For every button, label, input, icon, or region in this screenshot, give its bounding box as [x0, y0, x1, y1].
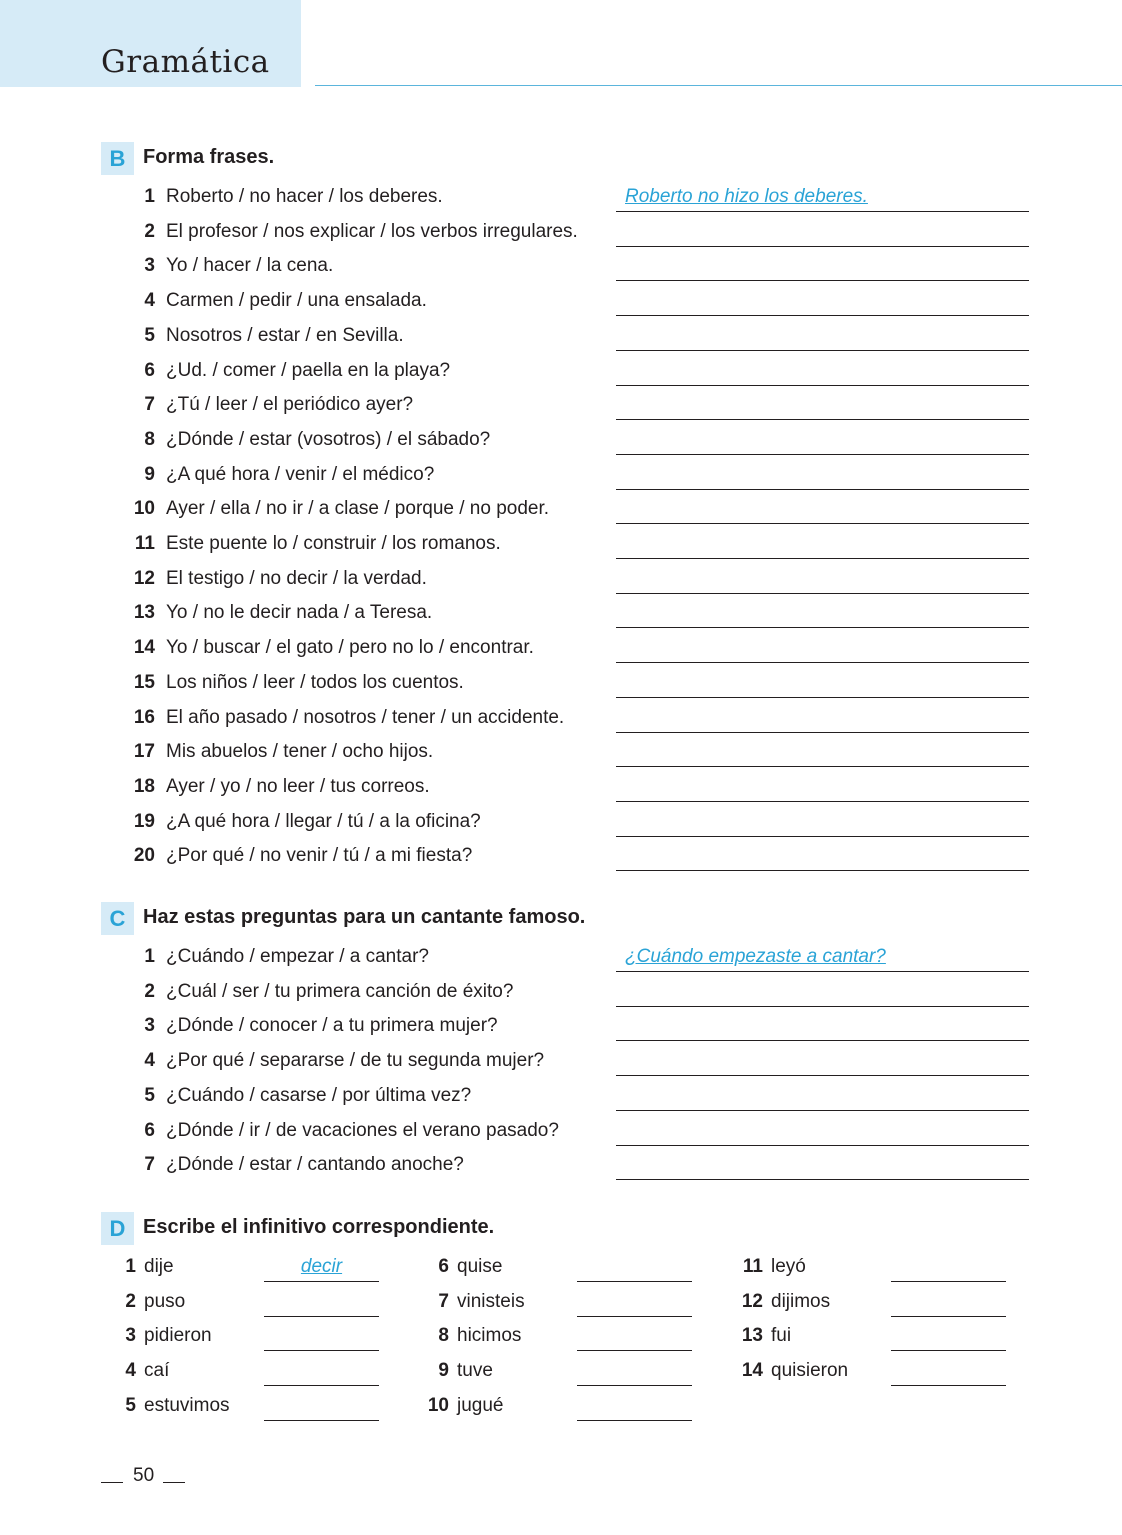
item-number: 1 — [125, 1256, 136, 1277]
item-number: 11 — [134, 533, 155, 554]
item-prompt: El testigo / no decir / la verdad. — [166, 567, 427, 589]
item-number: 9 — [144, 463, 155, 485]
infinitive-item — [728, 1321, 1028, 1355]
item-number: 6 — [438, 1256, 449, 1277]
item-number: 8 — [144, 428, 155, 450]
page-footer — [101, 1465, 301, 1489]
item-word: hicimos — [457, 1325, 522, 1347]
answer-field[interactable] — [616, 637, 1029, 663]
item-number: 5 — [125, 1394, 136, 1416]
item-prompt: Este puente lo / construir / los romanos. — [166, 533, 501, 554]
item-number: 1 — [144, 186, 155, 207]
answer-field[interactable] — [616, 186, 1029, 212]
item-prompt: Yo / buscar / el gato / pero no lo / encontrar. — [166, 637, 534, 659]
item-number: 14 — [133, 637, 155, 659]
item-prompt: ¿Por qué / no venir / tú / a mi fiesta? — [166, 845, 473, 867]
item-prompt: Ayer / ella / no ir / a clase / porque / no poder. — [166, 498, 550, 520]
answer-field[interactable] — [616, 707, 1029, 733]
answer-field[interactable] — [616, 221, 1029, 247]
infinitive-item — [101, 1287, 401, 1321]
exercise-row — [0, 1011, 1122, 1045]
infinitive-item — [414, 1391, 714, 1425]
answer-field[interactable] — [616, 360, 1029, 386]
section-d-header — [0, 1212, 1122, 1248]
answer-field[interactable] — [616, 429, 1029, 455]
answer-field[interactable] — [616, 1154, 1029, 1180]
item-prompt: El año pasado / nosotros / tener / un accidente. — [166, 706, 565, 728]
infinitive-item — [728, 1252, 1028, 1286]
section-letter: C — [101, 902, 134, 935]
item-number: 2 — [125, 1290, 136, 1312]
item-number: 2 — [144, 980, 155, 1002]
section-title: Forma frases. — [143, 146, 275, 168]
exercise-row — [0, 598, 1122, 632]
item-word: dijimos — [771, 1290, 831, 1312]
exercise-row — [0, 942, 1122, 976]
infinitive-item — [101, 1252, 401, 1286]
answer-field[interactable] — [616, 1015, 1029, 1041]
exercise-row — [0, 182, 1122, 216]
answer-field[interactable] — [577, 1291, 692, 1317]
exercise-row — [0, 494, 1122, 528]
exercise-row — [0, 390, 1122, 424]
answer-field[interactable] — [616, 568, 1029, 594]
item-word: dije — [144, 1256, 174, 1277]
item-word: caí — [144, 1360, 170, 1382]
answer-field[interactable] — [616, 255, 1029, 281]
item-number: 17 — [133, 741, 155, 763]
exercise-row — [0, 460, 1122, 494]
answer-field[interactable] — [264, 1325, 379, 1351]
exercise-row — [0, 841, 1122, 875]
exercise-row — [0, 286, 1122, 320]
item-prompt: ¿Ud. / comer / paella en la playa? — [166, 359, 451, 381]
infinitive-item — [728, 1356, 1028, 1390]
item-prompt: ¿Dónde / conocer / a tu primera mujer? — [166, 1015, 498, 1037]
exercise-row — [0, 564, 1122, 598]
infinitive-item — [414, 1287, 714, 1321]
item-word: leyó — [771, 1256, 806, 1277]
item-number: 12 — [133, 567, 155, 589]
item-number: 14 — [741, 1360, 763, 1382]
header-rule — [315, 85, 1122, 86]
answer-field[interactable] — [264, 1395, 379, 1421]
item-number: 1 — [144, 946, 155, 967]
item-prompt: ¿Dónde / ir / de vacaciones el verano pasado? — [166, 1119, 559, 1141]
item-word: puso — [144, 1290, 186, 1312]
item-prompt: Los niños / leer / todos los cuentos. — [166, 671, 464, 693]
infinitive-item — [414, 1252, 714, 1286]
answer-text: decir — [300, 1256, 343, 1277]
item-number: 15 — [133, 671, 155, 693]
item-number: 11 — [742, 1256, 763, 1277]
answer-field[interactable] — [616, 1050, 1029, 1076]
exercise-row — [0, 1081, 1122, 1115]
item-prompt: Ayer / yo / no leer / tus correos. — [166, 775, 430, 797]
infinitive-item — [101, 1321, 401, 1355]
exercise-row — [0, 1150, 1122, 1184]
answer-field[interactable] — [616, 1120, 1029, 1146]
answer-field[interactable] — [891, 1256, 1006, 1282]
item-number: 4 — [144, 290, 155, 312]
answer-field[interactable] — [616, 811, 1029, 837]
exercise-row — [0, 529, 1122, 563]
item-word: estuvimos — [144, 1394, 230, 1416]
item-prompt: Roberto / no hacer / los deberes. — [166, 186, 443, 207]
answer-field[interactable] — [616, 946, 1029, 972]
item-word: tuve — [457, 1360, 493, 1382]
answer-field[interactable] — [891, 1291, 1006, 1317]
answer-field[interactable] — [264, 1360, 379, 1386]
item-number: 12 — [741, 1290, 763, 1312]
item-number: 10 — [133, 498, 155, 520]
item-prompt: ¿A qué hora / llegar / tú / a la oficina? — [166, 810, 481, 832]
page-number: 50 — [133, 1465, 155, 1486]
answer-field[interactable] — [616, 741, 1029, 767]
page-title: Gramática — [101, 44, 270, 80]
item-word: vinisteis — [457, 1290, 525, 1312]
exercise-row — [0, 737, 1122, 771]
footer-rule-right — [163, 1482, 185, 1483]
exercise-row — [0, 251, 1122, 285]
item-number: 7 — [438, 1290, 449, 1312]
item-number: 8 — [438, 1325, 449, 1347]
infinitive-item — [101, 1356, 401, 1390]
infinitive-item — [414, 1321, 714, 1355]
exercise-row — [0, 977, 1122, 1011]
answer-field[interactable] — [616, 464, 1029, 490]
exercise-row — [0, 1116, 1122, 1150]
exercise-row — [0, 1046, 1122, 1080]
section-title: Haz estas preguntas para un cantante famoso. — [143, 906, 586, 928]
item-number: 5 — [144, 324, 155, 346]
item-number: 3 — [144, 255, 155, 277]
section-c-header — [0, 902, 1122, 938]
exercise-row — [0, 425, 1122, 459]
item-word: quise — [457, 1256, 503, 1277]
answer-text: Roberto no hizo los deberes. — [625, 186, 868, 207]
item-prompt: El profesor / nos explicar / los verbos irregulares. — [166, 220, 578, 242]
answer-field[interactable] — [577, 1256, 692, 1282]
infinitive-item — [414, 1356, 714, 1390]
answer-field[interactable] — [616, 325, 1029, 351]
item-prompt: ¿Cuál / ser / tu primera canción de éxito? — [166, 980, 514, 1002]
item-word: pidieron — [144, 1325, 212, 1347]
item-number: 13 — [133, 602, 155, 624]
item-prompt: ¿Por qué / separarse / de tu segunda mujer? — [166, 1050, 545, 1072]
section-letter: D — [101, 1212, 134, 1245]
infinitive-item — [728, 1287, 1028, 1321]
item-word: fui — [771, 1325, 792, 1347]
answer-field[interactable] — [616, 290, 1029, 316]
item-prompt: Nosotros / estar / en Sevilla. — [166, 324, 404, 346]
exercise-row — [0, 217, 1122, 251]
exercise-row — [0, 772, 1122, 806]
item-prompt: Yo / hacer / la cena. — [166, 255, 334, 277]
item-number: 13 — [741, 1325, 763, 1347]
section-title: Escribe el infinitivo correspondiente. — [143, 1216, 495, 1238]
item-number: 7 — [144, 394, 155, 416]
answer-field[interactable] — [264, 1256, 379, 1282]
exercise-row — [0, 807, 1122, 841]
item-number: 5 — [144, 1084, 155, 1106]
item-word: jugué — [457, 1394, 504, 1416]
item-number: 16 — [133, 706, 155, 728]
exercise-row — [0, 633, 1122, 667]
answer-field[interactable] — [577, 1325, 692, 1351]
item-number: 18 — [133, 775, 155, 797]
item-word: quisieron — [771, 1360, 849, 1382]
infinitive-item — [101, 1391, 401, 1425]
answer-field[interactable] — [616, 845, 1029, 871]
footer-rule-left — [101, 1482, 123, 1483]
item-number: 3 — [125, 1325, 136, 1347]
section-letter: B — [101, 142, 134, 175]
answer-field[interactable] — [577, 1395, 692, 1421]
item-prompt: ¿Tú / leer / el periódico ayer? — [166, 394, 414, 416]
answer-field[interactable] — [891, 1360, 1006, 1386]
answer-field[interactable] — [616, 394, 1029, 420]
item-number: 2 — [144, 220, 155, 242]
item-number: 7 — [144, 1154, 155, 1176]
answer-field[interactable] — [264, 1291, 379, 1317]
item-prompt: Mis abuelos / tener / ocho hijos. — [166, 741, 434, 763]
answer-field[interactable] — [616, 602, 1029, 628]
answer-field[interactable] — [616, 672, 1029, 698]
item-prompt: Yo / no le decir nada / a Teresa. — [166, 602, 433, 624]
exercise-row — [0, 356, 1122, 390]
item-prompt: ¿Dónde / estar (vosotros) / el sábado? — [166, 428, 491, 450]
item-number: 3 — [144, 1015, 155, 1037]
item-number: 6 — [144, 359, 155, 381]
answer-field[interactable] — [616, 776, 1029, 802]
answer-field[interactable] — [616, 533, 1029, 559]
section-b-header — [0, 142, 1122, 178]
answer-field[interactable] — [616, 981, 1029, 1007]
exercise-row — [0, 668, 1122, 702]
item-prompt: ¿Cuándo / empezar / a cantar? — [166, 946, 429, 967]
item-prompt: Carmen / pedir / una ensalada. — [166, 290, 427, 312]
item-prompt: ¿Cuándo / casarse / por última vez? — [166, 1084, 472, 1106]
item-number: 10 — [427, 1394, 449, 1416]
exercise-row — [0, 321, 1122, 355]
item-number: 9 — [438, 1360, 449, 1382]
answer-text: ¿Cuándo empezaste a cantar? — [625, 946, 886, 967]
item-prompt: ¿Dónde / estar / cantando anoche? — [166, 1154, 464, 1176]
item-number: 4 — [144, 1050, 155, 1072]
answer-field[interactable] — [577, 1360, 692, 1386]
answer-field[interactable] — [891, 1325, 1006, 1351]
item-number: 6 — [144, 1119, 155, 1141]
item-number: 4 — [125, 1360, 136, 1382]
item-number: 20 — [133, 845, 155, 867]
answer-field[interactable] — [616, 498, 1029, 524]
item-number: 19 — [133, 810, 155, 832]
exercise-row — [0, 703, 1122, 737]
item-prompt: ¿A qué hora / venir / el médico? — [166, 463, 435, 485]
answer-field[interactable] — [616, 1085, 1029, 1111]
